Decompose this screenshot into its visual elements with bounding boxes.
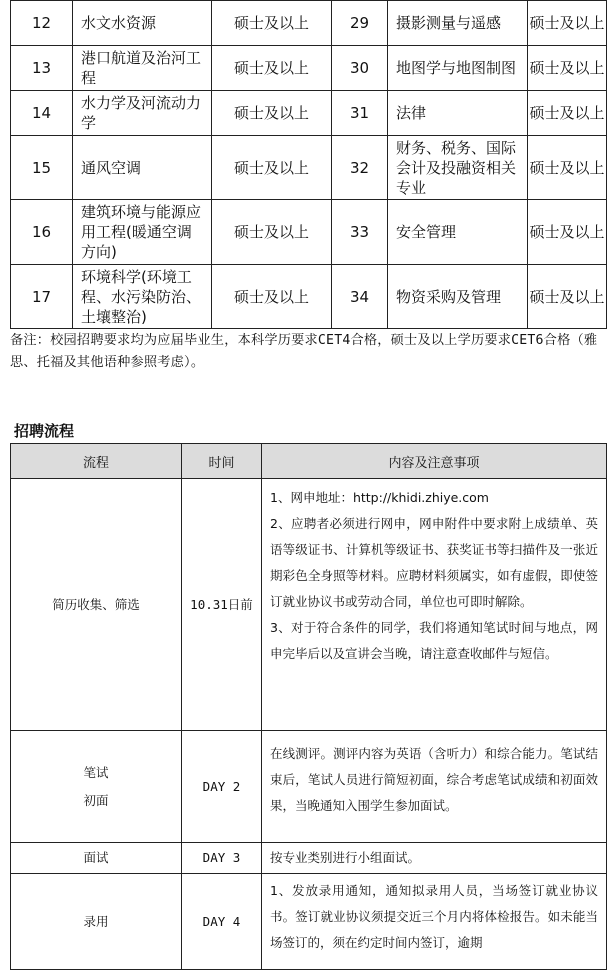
process-time: 10.31日前 [182,479,262,731]
major-number: 32 [332,136,388,200]
major-name: 港口航道及治河工程 [73,46,212,91]
process-time: DAY 3 [182,843,262,874]
major-name: 水力学及河流动力学 [73,91,212,136]
process-time: DAY 4 [182,874,262,970]
degree-requirement: 硕士及以上 [528,265,607,329]
degree-requirement: 硕士及以上 [528,46,607,91]
major-number: 13 [11,46,73,91]
process-content [262,731,607,843]
degree-requirement: 硕士及以上 [528,91,607,136]
table-row [11,265,607,329]
content-line: 3、对于符合条件的同学，我们将通知笔试时间与地点，网申完毕后以及宣讲会当晚，请注意查收邮件与短信。 [270,620,598,661]
process-step-line: 笔试 [83,764,109,780]
major-name: 法律 [388,91,528,136]
content-line: 在线测评。测评内容为英语（含听力）和综合能力。笔试结束后，笔试人员进行简短初面，综合考虑笔试成绩和初面效果，当晚通知入围学生参加面试。 [270,746,598,813]
major-name: 地图学与地图制图 [388,46,528,91]
major-number: 14 [11,91,73,136]
major-name: 摄影测量与遥感 [388,1,528,46]
process-step: 面试 [11,843,182,874]
table-row [11,843,607,874]
major-name: 安全管理 [388,200,528,265]
table-row [11,1,607,46]
process-content [262,479,607,731]
table-row [11,200,607,265]
major-name: 物资采购及管理 [388,265,528,329]
table-row [11,874,607,970]
process-step: 录用 [11,874,182,970]
degree-requirement: 硕士及以上 [212,200,332,265]
content-line: 1、发放录用通知，通知拟录用人员，当场签订就业协议书。签订就业协议须提交近三个月内将体检报告。如未能当场签订的，须在约定时间内签订，逾期 [270,883,598,950]
major-number: 17 [11,265,73,329]
table-row [11,91,607,136]
major-name: 水文水资源 [73,1,212,46]
major-number: 30 [332,46,388,91]
major-name: 财务、税务、国际会计及投融资相关专业 [388,136,528,200]
process-step: 简历收集、筛选 [11,479,182,731]
table-row [11,479,607,731]
process-time: DAY 2 [182,731,262,843]
column-header: 内容及注意事项 [262,444,607,479]
process-step-line: 初面 [83,792,109,808]
table-header-row [11,444,607,479]
table-row [11,731,607,843]
degree-requirement: 硕士及以上 [528,200,607,265]
content-line: 2、应聘者必须进行网申，网申附件中要求附上成绩单、英语等级证书、计算机等级证书、获奖证书等扫描件及一张近期彩色全身照等材料。应聘材料须属实，如有虚假，即使签订就业协议书或劳动合同，单位也可即时解除。 [270,516,598,609]
major-number: 12 [11,1,73,46]
process-content [262,843,607,874]
content-line: 按专业类别进行小组面试。 [270,850,421,865]
process-step [11,731,182,843]
major-number: 31 [332,91,388,136]
column-header: 流程 [11,444,182,479]
major-number: 34 [332,265,388,329]
major-number: 29 [332,1,388,46]
degree-requirement: 硕士及以上 [212,265,332,329]
major-number: 33 [332,200,388,265]
major-name: 建筑环境与能源应用工程(暖通空调方向) [73,200,212,265]
content-line: 1、网申地址：http://khidi.zhiye.com [270,490,489,505]
table-row [11,46,607,91]
degree-requirement: 硕士及以上 [212,1,332,46]
major-name: 通风空调 [73,136,212,200]
column-header: 时间 [182,444,262,479]
major-number: 15 [11,136,73,200]
degree-requirement: 硕士及以上 [212,46,332,91]
section-title: 招聘流程 [14,422,75,440]
recruitment-process-table [10,443,607,970]
major-number: 16 [11,200,73,265]
degree-requirement: 硕士及以上 [212,91,332,136]
degree-requirement: 硕士及以上 [528,136,607,200]
majors-table [10,0,607,329]
degree-requirement: 硕士及以上 [528,1,607,46]
degree-requirement: 硕士及以上 [212,136,332,200]
requirements-note: 备注：校园招聘要求均为应届毕业生，本科学历要求CET4合格，硕士及以上学历要求CET6合格（雅思、托福及其他语种参照考虑）。 [10,333,598,370]
major-name: 环境科学(环境工程、水污染防治、土壤整治) [73,265,212,329]
process-content [262,874,607,970]
table-row [11,136,607,200]
